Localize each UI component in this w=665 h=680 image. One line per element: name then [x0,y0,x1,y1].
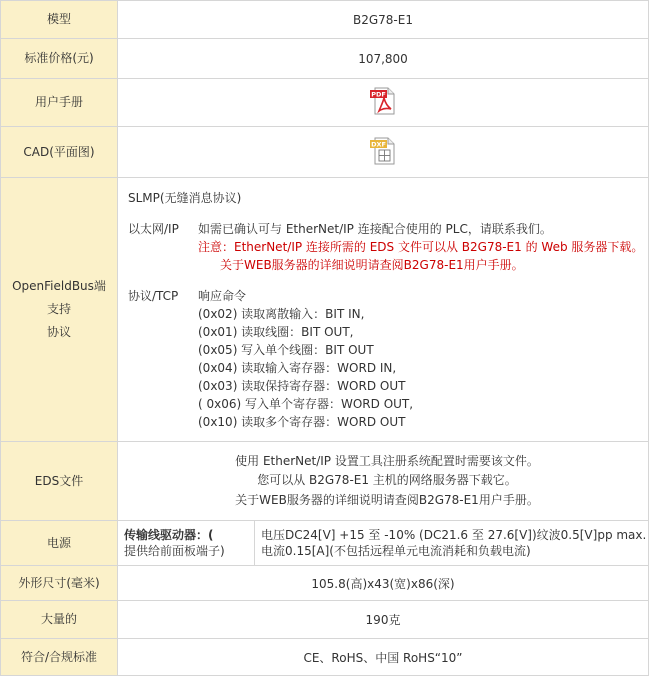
model-label: 模型 [1,1,118,39]
command-item: (0x04) 读取输入寄存器：WORD IN, [198,360,397,375]
power-spec: 电压DC24[V] +15 至 -10% (DC21.6 至 27.6[V])纹波0.5[V]pp max. 电流0.15[A](不包括远程单元电流消耗和负载电流) [255,521,649,566]
ethernet-text: 如需已确认可与 EtherNet/IP 连接配合使用的 PLC，请联系我们。 [198,221,552,236]
dxf-file-icon[interactable] [368,136,398,169]
weight-value: 190克 [118,601,649,639]
row-protocol [1,178,649,442]
svg-text:DXF: DXF [371,140,386,149]
power-source: 传输线驱动器：( 提供给前面板端子) [118,521,255,566]
row-model [1,1,649,39]
tcp-label: 协议/TCP [128,288,179,303]
model-value: B2G78-E1 [118,1,649,39]
weight-label: 大量的 [1,601,118,639]
eds-note-line1: 注意：EtherNet/IP 连接所需的 EDS 文件可以从 B2G78-E1 的 Web 服务器下载。 [198,239,644,254]
cad-label: CAD(平面图) [1,127,118,178]
price-label: 标准价格(元) [1,39,118,79]
command-item: ( 0x06) 写入单个寄存器：WORD OUT, [198,396,414,411]
command-item: (0x05) 写入单个线圈：BIT OUT [198,342,374,357]
tcp-header: 响应命令 [198,288,247,303]
row-price [1,39,649,79]
pdf-file-icon[interactable] [368,86,398,119]
command-item: (0x02) 读取离散输入：BIT IN, [198,306,365,321]
dimensions-label: 外形尺寸(毫米) [1,566,118,601]
row-power [1,521,649,566]
compliance-label: 符合/合规标准 [1,639,118,676]
command-item: (0x03) 读取保持寄存器：WORD OUT [198,378,406,393]
eds-details: 使用 EtherNet/IP 设置工具注册系统配置时需要该文件。 您可以从 B2G78-E1 主机的网络服务器下载它。 关于WEB服务器的详细说明请查阅B2G78-E1用户手册。 [118,442,649,521]
protocol-label: OpenFieldBus端 支持 协议 [1,178,118,442]
eds-label: EDS文件 [1,442,118,521]
row-dimensions [1,566,649,601]
command-item: (0x01) 读取线圈：BIT OUT, [198,324,354,339]
row-weight [1,601,649,639]
row-cad [1,127,649,178]
power-label: 电源 [1,521,118,566]
price-value: 107,800 [118,39,649,79]
command-item: (0x10) 读取多个寄存器：WORD OUT [198,414,406,429]
ethernet-label: 以太网/IP [128,221,179,236]
protocol-details [118,178,649,442]
dimensions-value: 105.8(高)x43(宽)x86(深) [118,566,649,601]
row-eds [1,442,649,521]
row-manual [1,79,649,127]
slmp-text: SLMP(无缝消息协议) [128,190,242,205]
manual-label: 用户手册 [1,79,118,127]
compliance-value: CE、RoHS、中国 RoHS“10” [118,639,649,676]
svg-text:PDF: PDF [371,90,386,99]
eds-note-line2: 关于WEB服务器的详细说明请查阅B2G78-E1用户手册。 [220,257,524,272]
row-compliance [1,639,649,676]
